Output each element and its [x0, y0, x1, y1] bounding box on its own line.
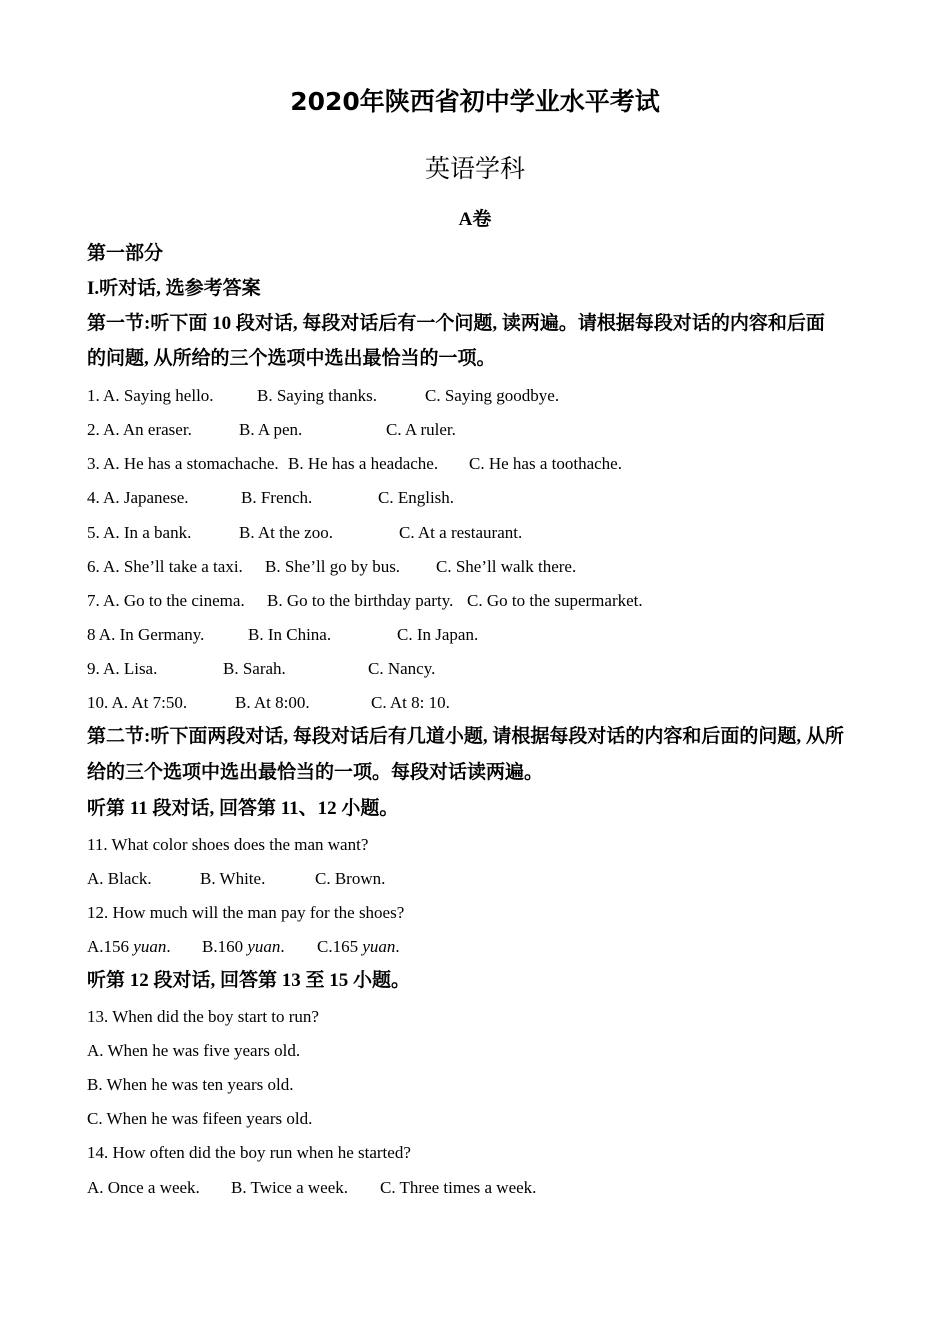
- dialog-11-heading: 听第 11 段对话, 回答第 11、12 小题。: [87, 798, 399, 819]
- q2-option-b: B. A pen.: [239, 420, 303, 439]
- q14-option-a: A. Once a week.: [87, 1178, 200, 1197]
- part-label: 第一部分: [87, 243, 164, 264]
- q3-option-a: 3. A. He has a stomachache.: [87, 454, 279, 473]
- q11-option-b: B. White.: [200, 869, 266, 888]
- q14-option-b: B. Twice a week.: [231, 1178, 348, 1197]
- volume-label: A卷: [458, 209, 492, 230]
- q8-option-c: C. In Japan.: [397, 625, 479, 644]
- q13-option-b: B. When he was ten years old.: [87, 1075, 294, 1094]
- q2-option-c: C. A ruler.: [386, 420, 456, 439]
- q12-option-a: A.156 yuan.: [87, 937, 171, 956]
- q6-option-c: C. She’ll walk there.: [436, 557, 577, 576]
- q8-option-a: 8 A. In Germany.: [87, 625, 205, 644]
- q13-option-a: A. When he was five years old.: [87, 1041, 301, 1060]
- q9-option-c: C. Nancy.: [368, 659, 436, 678]
- q4-option-a: 4. A. Japanese.: [87, 488, 189, 507]
- section2-instruction-line1: 第二节:听下面两段对话, 每段对话后有几道小题, 请根据每段对话的内容和后面的问题, 从所: [87, 726, 844, 747]
- q5-option-b: B. At the zoo.: [239, 523, 333, 542]
- q9-option-b: B. Sarah.: [223, 659, 286, 678]
- section1-instruction-line1: 第一节:听下面 10 段对话, 每段对话后有一个问题, 读两遍。请根据每段对话的内容和后面: [87, 313, 825, 334]
- exam-title: 2020年陕西省初中学业水平考试: [290, 87, 660, 116]
- subject-title: 英语学科: [424, 154, 525, 183]
- q11-option-a: A. Black.: [87, 869, 152, 888]
- q3-option-b: B. He has a headache.: [288, 454, 439, 473]
- q11-stem: 11. What color shoes does the man want?: [87, 835, 369, 854]
- q1-option-a: 1. A. Saying hello.: [87, 386, 214, 405]
- q1-option-c: C. Saying goodbye.: [425, 386, 560, 405]
- q11-option-c: C. Brown.: [315, 869, 386, 888]
- q4-option-c: C. English.: [378, 488, 455, 507]
- q10-option-b: B. At 8:00.: [235, 693, 310, 712]
- q4-option-b: B. French.: [241, 488, 313, 507]
- q3-option-c: C. He has a toothache.: [469, 454, 622, 473]
- q12-option-b: B.160 yuan.: [202, 937, 285, 956]
- q7-option-a: 7. A. Go to the cinema.: [87, 591, 245, 610]
- q12-stem: 12. How much will the man pay for the shoes?: [87, 903, 405, 922]
- q13-option-c: C. When he was fifeen years old.: [87, 1109, 313, 1128]
- q7-option-c: C. Go to the supermarket.: [467, 591, 643, 610]
- q1-option-b: B. Saying thanks.: [257, 386, 377, 405]
- q5-option-a: 5. A. In a bank.: [87, 523, 192, 542]
- q12-option-c: C.165 yuan.: [317, 937, 400, 956]
- q2-option-a: 2. A. An eraser.: [87, 420, 192, 439]
- q6-option-b: B. She’ll go by bus.: [265, 557, 401, 576]
- q7-option-b: B. Go to the birthday party.: [267, 591, 454, 610]
- q13-stem: 13. When did the boy start to run?: [87, 1007, 319, 1026]
- section2-instruction-line2: 给的三个选项中选出最恰当的一项。每段对话读两遍。: [87, 762, 544, 783]
- q14-option-c: C. Three times a week.: [380, 1178, 537, 1197]
- q6-option-a: 6. A. She’ll take a taxi.: [87, 557, 243, 576]
- q10-option-a: 10. A. At 7:50.: [87, 693, 188, 712]
- q14-stem: 14. How often did the boy run when he started?: [87, 1143, 411, 1162]
- section1-instruction-line2: 的问题, 从所给的三个选项中选出最恰当的一项。: [87, 348, 496, 369]
- q10-option-c: C. At 8: 10.: [371, 693, 450, 712]
- section-title: I.听对话, 选参考答案: [87, 278, 261, 299]
- q9-option-a: 9. A. Lisa.: [87, 659, 158, 678]
- dialog-12-heading: 听第 12 段对话, 回答第 13 至 15 小题。: [87, 970, 411, 991]
- q8-option-b: B. In China.: [248, 625, 332, 644]
- q5-option-c: C. At a restaurant.: [399, 523, 523, 542]
